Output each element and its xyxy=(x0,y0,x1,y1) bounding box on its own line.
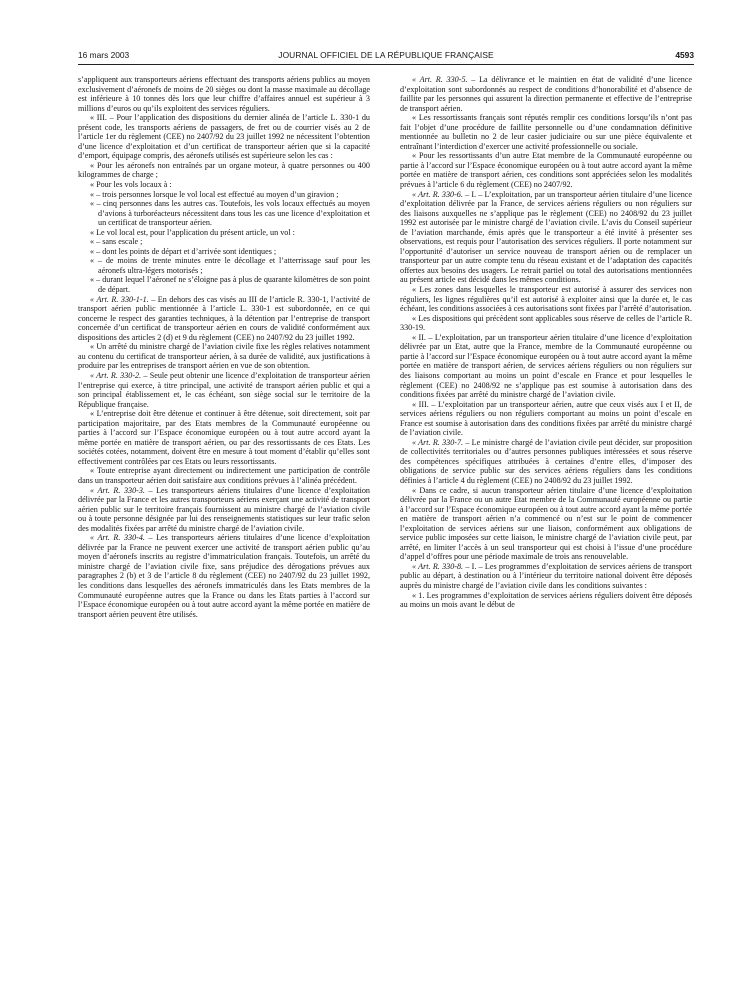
paragraph xyxy=(400,400,692,438)
header-date: 16 mars 2003 xyxy=(78,50,130,60)
article-reference: « Art. R. 330-2. xyxy=(90,370,142,380)
paragraph-text: – Le ministre chargé de l’aviation civile peut décider, sur proposition de collectivités territoriales ou d’autres personnes publiques intéressées et sous réserve des compétences spécifiques attribuées à certaines d’entre elles, d’imposer des obligations de service public sur des services aériens réguliers dans les conditions définies à l’article 4 du règlement (CEE) no 2408/92 du 23 juillet 1992. xyxy=(400,437,692,485)
paragraph xyxy=(78,161,370,180)
paragraph-text: « Pour les ressortissants d’un autre Etat membre de la Communauté européenne ou partie à l’accord sur l’Espace économique européen ou à tout autre accord ayant la même portée en matière de transport aérien, ces conditions sont appréciées selon les modalités prévues à l’article 6 du règlement (CEE) no 2407/92. xyxy=(400,151,692,190)
paragraph xyxy=(400,75,692,113)
paragraph-text: – I. – L’exploitation, par un transporteur aérien titulaire d’une licence d’exploitation délivrée par la France, de services aériens réguliers ou non réguliers sur des liaisons auxquelles ne s’applique pas le règlement (CEE) no 2408/92 du 23 juillet 1992 est autorisée par le ministre chargé de l’aviation civile. L’avis du Conseil supérieur de l’aviation marchande, émis après que le transporteur a été invité à présenter ses observations, est requis pour l’autorisation des services réguliers. Il porte notamment sur l’opportunité d’autoriser un service nouveau de transport aérien ou de remplacer un transporteur par un autre compte tenu du réseau existant et de l’adaptation des capacités offertes aux besoins des usagers. Le retrait partiel ou total des autorisations mentionnées au présent article est décidé dans les mêmes conditions. xyxy=(400,189,692,285)
paragraph xyxy=(78,466,370,485)
paragraph xyxy=(400,333,692,400)
paragraph xyxy=(78,247,370,257)
paragraph-text: « Un arrêté du ministre chargé de l’aviation civile fixe les règles relatives notamment au contenu du certificat de transporteur aérien, à sa durée de validité, aux justifications à produire par les entreprises de transport aérien en vue de son obtention. xyxy=(78,342,370,371)
header-journal-title: JOURNAL OFFICIEL DE LA RÉPUBLIQUE FRANÇAISE xyxy=(278,50,494,60)
paragraph xyxy=(78,199,370,228)
paragraph-text: – Seule peut obtenir une licence d’exploitation de transporteur aérien l’entreprise qui exerce, à titre principal, une activité de transport aérien public et qui a son principal établissement et, le cas échéant, son siège social sur le territoire de la République française. xyxy=(78,370,371,409)
header-page-number: 4593 xyxy=(675,50,694,60)
paragraph-text: – La délivrance et le maintien en état de validité d’une licence d’exploitation sont subordonnés au respect de conditions d’honorabilité et d’absence de faillite par les personnes qui assurent la direction permanente et effective de l’entreprise de transport aérien. xyxy=(400,75,693,113)
paragraph-text: « Dans ce cadre, si aucun transporteur aérien titulaire d’une licence d’exploitation délivrée par la France ou un autre Etat membre de la Communauté européenne ou partie à l’accord sur l’Espace économique européen ou à tout autre accord ayant la même portée en matière de transport aérien n’a commencé ou n’est sur le point de commencer l’exploitation de services aériens sur une liaison, conformément aux obligations de service public imposées sur cette liaison, le ministre chargé de l’aviation civile peut, par arrêté, en limiter l’accès à un seul transporteur qui est choisi à l’issue d’une procédure d’appel d’offres pour une période maximale de trois ans renouvelable. xyxy=(400,485,692,562)
paragraph-text: – Les transporteurs aériens titulaires d’une licence d’exploitation délivrée par la France et les autres transporteurs aériens exerçant une activité de transport aérien public sur le territoire français fournissent au ministre chargé de l’aviation civile ou à toute personne désignée par lui des renseignements statistiques sur leur trafic selon des modalités fixées par arrêté du ministre chargé de l’aviation civile. xyxy=(78,485,370,533)
paragraph-text: « III. – L’exploitation par un transporteur aérien, autre que ceux visés aux I et II, de services aériens réguliers ou non réguliers comportant au moins un point d’escale en France est soumise à autorisation dans des conditions fixées par arrêté du ministre chargé de l’aviation civile. xyxy=(400,399,692,438)
paragraph xyxy=(400,190,692,285)
paragraph-text: « Les ressortissants français sont réputés remplir ces conditions lorsqu’ils n’ont pas fait l’objet d’une procédure de faillite personnelle ou d’une condamnation définitive mentionnée au bulletin no 2 de leur casier judiciaire ou sur une pièce équivalente et entraînant l’interdiction d’exercer une activité professionnelle ou sociale. xyxy=(400,113,692,151)
paragraph-text: « Pour les vols locaux à : xyxy=(90,180,172,190)
paragraph-text: « Le vol local est, pour l’application du présent article, un vol : xyxy=(90,227,295,237)
paragraph xyxy=(400,285,692,314)
paragraph xyxy=(78,295,370,343)
paragraph xyxy=(78,275,370,294)
paragraph xyxy=(400,591,692,610)
paragraph-text: – Les transporteurs aériens titulaires d’une licence d’exploitation délivrée par la France ne peuvent exercer une activité de transport aérien public qu’au moyen d’aéronefs inscrits au registre d’immatriculation français. Toutefois, un arrêté du ministre chargé de l’aviation civile fixe, sans préjudice des dérogations prévues aux paragraphes 2 (b) et 3 de l’article 8 du règlement (CEE) no 2407/92 du 23 juillet 1992, les conditions dans lesquelles des aéronefs immatriculés dans les Etats membres de la Communauté européenne autres que la France ou dans les Etats parties à l’accord sur l’Espace économique européen ou à tout autre accord ayant la même portée en matière de transport aérien peuvent être utilisés. xyxy=(78,533,370,619)
header-rule xyxy=(78,64,694,65)
paragraph xyxy=(78,237,370,247)
paragraph xyxy=(400,113,692,151)
paragraph-text: « 1. Les programmes d’exploitation de services aériens réguliers doivent être déposés au moins un mois avant le début de xyxy=(400,590,692,610)
paragraph xyxy=(78,75,370,113)
paragraph xyxy=(400,438,692,486)
paragraph xyxy=(400,314,692,333)
paragraph-text: « Les zones dans lesquelles le transporteur est autorisé à assurer des services non réguliers, les lignes régulières qu’il est autorisé à exploiter ainsi que la durée et, le cas échéant, les conditions associées à ces autorisations sont fixées par l’arrêté d’autorisation. xyxy=(400,285,692,314)
paragraph-text: « – dont les points de départ et d’arrivée sont identiques ; xyxy=(90,246,277,256)
paragraph-text: « III. – Pour l’application des dispositions du dernier alinéa de l’article L. 330-1 du présent code, les transports aériens de passagers, de fret ou de courrier visés au 2 de l’article 1er du règlement (CEE) no 2407/92 du 23 juillet 1992 ne nécessitent l’obtention d’une licence d’exploitation et d’un certificat de transporteur aérien que si la capacité d’emport, équipage compris, des aéronefs utilisés est supérieure selon les cas : xyxy=(78,113,370,161)
article-reference: « Art. R. 330-1-1. xyxy=(90,294,149,304)
paragraph-text: « Pour les aéronefs non entraînés par un organe moteur, à quatre personnes ou 400 kilogrammes de charge ; xyxy=(78,160,370,180)
paragraph xyxy=(400,562,692,591)
paragraph xyxy=(78,409,370,466)
paragraph xyxy=(78,533,370,619)
paragraph xyxy=(78,180,370,190)
paragraph xyxy=(78,342,370,371)
paragraph-text: « II. – L’exploitation, par un transporteur aérien titulaire d’une licence d’exploitation délivrée par un Etat, autre que la France, membre de la Communauté européenne ou partie à l’accord sur l’Espace économique européen ou à tout autre accord ayant la même portée en matière de transport aérien, de services aériens réguliers ou non réguliers sur des liaisons comportant au moins un point d’escale en France et pour lesquelles le règlement (CEE) no 2408/92 ne s’applique pas est soumise à autorisation dans des conditions fixées par arrêté du ministre chargé de l’aviation civile. xyxy=(400,332,692,400)
paragraph-text: « Les dispositions qui précèdent sont applicables sous réserve de celles de l’article R. 330-19. xyxy=(400,313,692,333)
article-reference: « Art. R. 330-8. xyxy=(412,561,464,571)
paragraph-text: « Toute entreprise ayant directement ou indirectement une participation de contrôle dans un transporteur aérien doit satisfaire aux conditions prévues à l’alinéa précédent. xyxy=(78,466,370,485)
paragraph xyxy=(78,113,370,161)
paragraph xyxy=(78,486,370,534)
article-reference: « Art. R. 330-6. xyxy=(412,189,463,199)
right-column xyxy=(400,75,692,610)
paragraph xyxy=(78,190,370,200)
paragraph-text: « – trois personnes lorsque le vol local est effectué au moyen d’un giravion ; xyxy=(90,189,339,199)
paragraph-text: « – cinq personnes dans les autres cas. Toutefois, les vols locaux effectués au moyen d’avions à turboréacteurs nécessitent dans tous les cas une licence d’exploitation et un certificat de transporteur aérien. xyxy=(90,199,370,228)
page-header xyxy=(78,50,694,64)
paragraph xyxy=(78,371,370,409)
paragraph xyxy=(400,151,692,189)
paragraph xyxy=(400,486,692,562)
paragraph-text: – En dehors des cas visés au III de l’article R. 330-1, l’activité de transport aérien public mentionnée à l’article L. 330-1 est subordonnée, en ce qui concerne le respect des garanties techniques, à la détention par l’entreprise de transport concernée d’un certificat de transporteur aérien en cours de validité conformément aux dispositions des articles 2 (d) et 9 du règlement (CEE) no 2407/92 du 23 juillet 1992. xyxy=(78,294,370,342)
paragraph-text: s’appliquent aux transporteurs aériens effectuant des transports aériens publics au moyen exclusivement d’aéronefs de moins de 20 sièges ou dont la masse maximale au décollage est inférieure à 10 tonnes dès lors que leur chiffre d’affaires annuel est supérieur à 3 millions d’euros ou qu’ils exploitent des services réguliers. xyxy=(78,75,370,113)
article-reference: « Art. R. 330-7. xyxy=(412,437,464,447)
paragraph-text: « L’entreprise doit être détenue et continuer à être détenue, soit directement, soit par participation majoritaire, par des Etats membres de la Communauté européenne ou parties à l’accord sur l’Espace économique européen ou à tout autre accord ayant la même portée en matière de transport aérien, ou par des ressortissants de ces Etats. Les sociétés cotées, notamment, doivent être en mesure à tout moment d’établir qu’elles sont effectivement contrôlées par ces Etats ou leurs ressortissants. xyxy=(78,409,370,466)
left-column xyxy=(78,75,370,619)
paragraph-text: – I. – Les programmes d’exploitation de services aériens de transport public au départ, à destination ou à l’intérieur du territoire national doivent être déposés auprès du ministre chargé de l’aviation civile dans les conditions suivantes : xyxy=(400,561,692,590)
paragraph xyxy=(78,228,370,238)
paragraph-text: « – sans escale ; xyxy=(90,237,143,247)
article-reference: « Art. R. 330-4. xyxy=(90,533,145,543)
article-reference: « Art. R. 330-5. xyxy=(412,75,468,84)
paragraph xyxy=(78,256,370,275)
paragraph-text: « – de moins de trente minutes entre le décollage et l’atterrissage sauf pour les aéronefs ultra-légers motorisés ; xyxy=(90,256,370,275)
paragraph-text: « – durant lequel l’aéronef ne s’éloigne pas à plus de quarante kilomètres de son point de départ. xyxy=(90,275,370,295)
article-reference: « Art. R. 330-3. xyxy=(90,485,145,495)
